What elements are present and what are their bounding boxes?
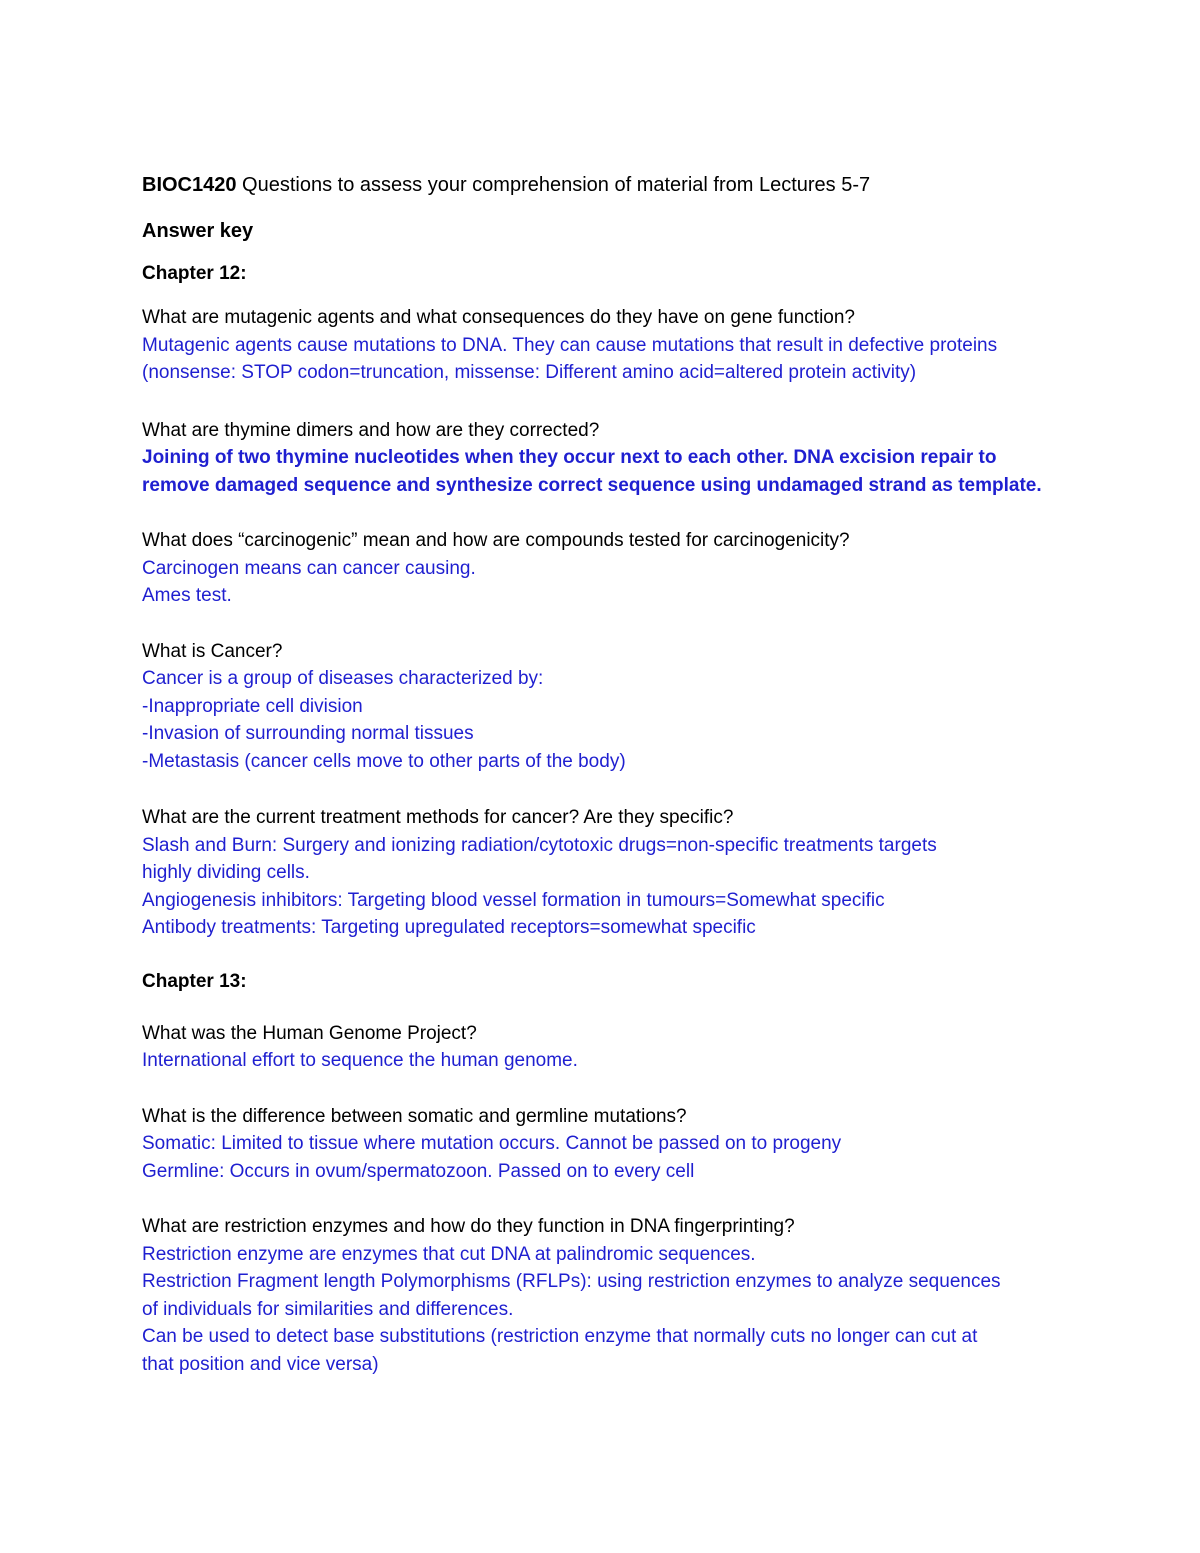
- qa-block: [142, 527, 1082, 610]
- qa-block: [142, 804, 1082, 942]
- qa-block: [142, 1020, 1082, 1075]
- question-text: What does “carcinogenic” mean and how are compounds tested for carcinogenicity?: [142, 530, 850, 551]
- question-text: What are thymine dimers and how are they corrected?: [142, 419, 600, 441]
- answer-line: -Inappropriate cell division: [142, 695, 363, 717]
- question-text: What is the difference between somatic and germline mutations?: [142, 1105, 687, 1127]
- qa-block: [142, 1213, 1082, 1378]
- answer-line: Antibody treatments: Targeting upregulated receptors=somewhat specific: [142, 917, 756, 938]
- answer-line: Carcinogen means can cancer causing.: [142, 557, 476, 579]
- document-title: [142, 168, 1082, 202]
- answer-line: Ames test.: [142, 585, 232, 606]
- answer-line: -Invasion of surrounding normal tissues: [142, 723, 474, 744]
- answer-line: that position and vice versa): [142, 1353, 379, 1375]
- qa-block: [142, 417, 1082, 500]
- question-text: What are mutagenic agents and what consequences do they have on gene function?: [142, 307, 855, 328]
- answer-line: remove damaged sequence and synthesize correct sequence using undamaged strand as template.: [142, 474, 1042, 496]
- answer-line: Mutagenic agents cause mutations to DNA. They can cause mutations that result in defective proteins: [142, 334, 998, 356]
- answer-line: Joining of two thymine nucleotides when they occur next to each other. DNA excision repair to: [142, 447, 997, 468]
- course-code: BIOC1420: [142, 174, 237, 196]
- answer-line: of individuals for similarities and differences.: [142, 1298, 514, 1320]
- title-text: Questions to assess your comprehension of material from Lectures 5-7: [236, 174, 871, 196]
- chapter-heading: Chapter 13:: [142, 970, 247, 992]
- answer-line: Restriction Fragment length Polymorphisms (RFLPs): using restriction enzymes to analyze sequences: [142, 1271, 1001, 1292]
- answer-line: Slash and Burn: Surgery and ionizing radiation/cytotoxic drugs=non-specific treatments targets: [142, 834, 937, 856]
- answer-line: International effort to sequence the human genome.: [142, 1050, 578, 1071]
- answer-line: Somatic: Limited to tissue where mutation occurs. Cannot be passed on to progeny: [142, 1133, 842, 1154]
- answer-line: Cancer is a group of diseases characterized by:: [142, 668, 544, 689]
- document-subtitle: Answer key: [142, 220, 254, 242]
- chapter-heading: Chapter 12:: [142, 263, 247, 284]
- document-page: [142, 168, 1082, 1378]
- qa-block: [142, 638, 1082, 776]
- answer-line: Restriction enzyme are enzymes that cut DNA at palindromic sequences.: [142, 1243, 756, 1265]
- question-text: What are restriction enzymes and how do they function in DNA fingerprinting?: [142, 1216, 795, 1237]
- qa-block: [142, 1103, 1082, 1186]
- answer-line: Germline: Occurs in ovum/spermatozoon. Passed on to every cell: [142, 1160, 695, 1182]
- qa-block: [142, 304, 1082, 387]
- answer-line: highly dividing cells.: [142, 862, 310, 883]
- answer-line: Can be used to detect base substitutions (restriction enzyme that normally cuts no longer can cut at: [142, 1326, 978, 1347]
- question-text: What is Cancer?: [142, 640, 283, 662]
- question-text: What are the current treatment methods for cancer? Are they specific?: [142, 807, 734, 828]
- answer-line: -Metastasis (cancer cells move to other parts of the body): [142, 750, 626, 772]
- answer-line: (nonsense: STOP codon=truncation, missense: Different amino acid=altered protein activity): [142, 362, 917, 383]
- question-text: What was the Human Genome Project?: [142, 1022, 477, 1044]
- answer-line: Angiogenesis inhibitors: Targeting blood vessel formation in tumours=Somewhat specific: [142, 889, 885, 911]
